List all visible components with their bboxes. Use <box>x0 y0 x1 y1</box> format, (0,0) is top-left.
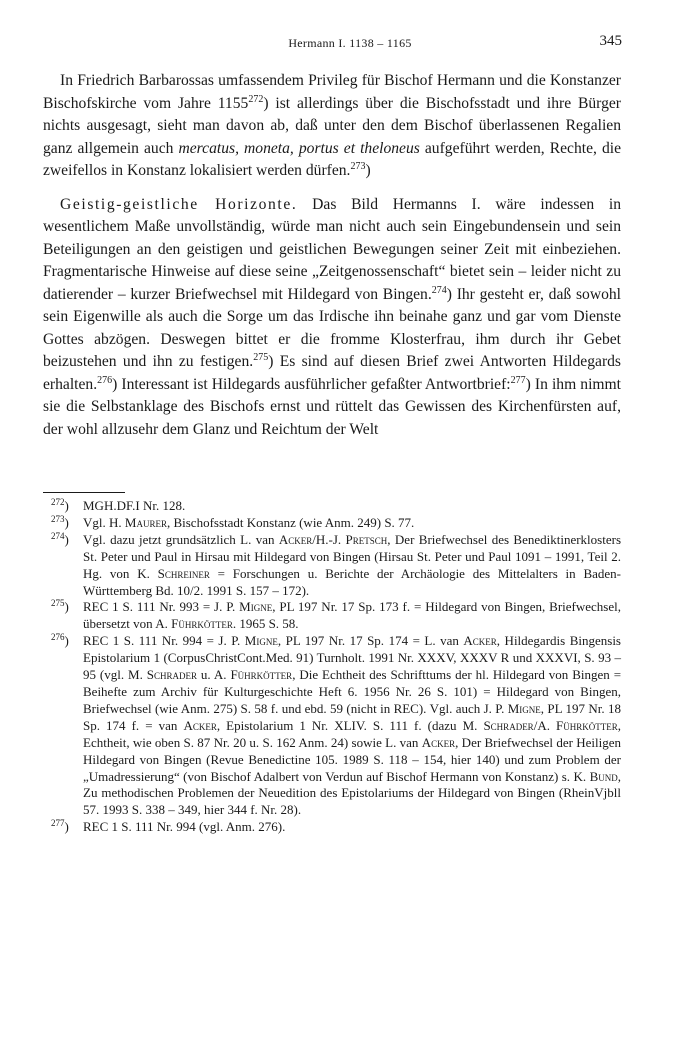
footnotes <box>43 498 621 836</box>
footnote-number: $^{276}$) <box>51 632 69 649</box>
text-run: ) Es sind auf diesen Brief zwei Antworten Hildegards erhalten. <box>43 353 621 393</box>
text-run: , Zu methodischen Problemen der Neuedition des Epistolariums der Hildegard von Bingen (RheinVjbll 57. 1993 S. 338 – 349, hier 344 f. Nr. 28). <box>83 768 621 818</box>
footnote-ref[interactable]: 273 <box>350 161 366 172</box>
text-run: = Forschungen u. Berichte der Archäologie des Mittelalters in Baden-Württemberg Bd. 10/2. 1991 S. 157 – 172). <box>83 565 621 598</box>
footnote-ref[interactable]: 274 <box>431 284 447 296</box>
text-run: ) Ihr gesteht er, daß sowohl sein Eigenwille als auch die Sorge um das Irdische ihn beinahe ganz und gar vom Dienste Gottes abzögen. Deswegen bittet er die fromme Klosterfrau, ihm durch ihr Gebet beizustehen und ihn zu festigen. <box>43 285 622 370</box>
section-heading: Geistig-geistliche Horizonte. <box>60 195 298 213</box>
text-run: , PL 197 Nr. 17 Sp. 174 = L. van <box>277 633 464 649</box>
text-run: , PL 197 Nr. 17 Sp. 173 f. = Hildegard von Bingen, Briefwechsel, übersetzt von A. <box>83 599 621 632</box>
text-run: , Hildegardis Bingensis Epistolarium 1 (CorpusChristCont.Med. 91) Turnholt. 1991 Nr. XXXV, XXXV R und XXXVI, S. 93 – 95 (vgl. M. <box>83 633 621 683</box>
text-run: ) ist allerdings über die Bischofsstadt und ihre Bürger nichts ausgesagt, sieht man davon ab, daß unter den dem Bischof überlassenen Regalien ganz allgemein auch <box>43 94 621 157</box>
footnote-number-value: 274 <box>51 530 65 541</box>
author-name: Schreiner <box>157 565 210 581</box>
text-run: , Der Briefwechsel der Heiligen Hildegard von Bingen (Revue Benedictine 105. 1989 S. 118 – 154, hier 140) und zum Problem der „Umadressierung“ (von Bischof Adalbert von Verdun auf Bischof Hermann von Konstanz) s. K. <box>83 734 622 784</box>
paragraph <box>43 194 621 442</box>
text-run: . 1965 S. 58. <box>232 616 299 632</box>
footnote <box>43 633 621 819</box>
author-name: Migne <box>239 599 273 615</box>
text-run: , Echtheit, wie oben S. 87 Nr. 20 u. S. 162 Anm. 24) sowie L. van <box>83 717 621 750</box>
author-name: Führkötter <box>171 616 233 632</box>
author-name: Bund <box>589 768 618 784</box>
author-name: Acker <box>421 734 456 750</box>
author-name: Migne <box>507 700 541 716</box>
text-run: , Epistolarium 1 Nr. XLIV. S. 111 f. (dazu M. <box>216 717 484 733</box>
footnote-number-value: 277 <box>51 818 65 829</box>
footnote-number: $^{272}$) <box>51 497 69 513</box>
footnote-number-value: 273 <box>51 513 65 524</box>
text-run: REC 1 S. 111 Nr. 993 = J. P. <box>83 599 240 615</box>
footnote <box>43 532 621 600</box>
text-run: /H.-J. <box>312 531 346 547</box>
footnote-number-value: 272 <box>51 497 65 507</box>
author-name: Pretsch <box>345 531 388 547</box>
footnote-number: $^{273}$) <box>51 513 69 530</box>
author-name: Schrader <box>483 717 534 733</box>
author-name: Maurer <box>124 514 167 530</box>
footnote-number-value: 276 <box>51 632 65 643</box>
running-head-title: Hermann I. 1138 – 1165 <box>288 36 412 50</box>
latin-terms: mercatus, moneta, portus et theloneus <box>178 139 420 157</box>
footnote-ref[interactable]: 276 <box>97 374 113 386</box>
text-run: REC 1 S. 111 Nr. 994 (vgl. Anm. 276). <box>83 819 286 835</box>
text-run: aufgeführt werden, Rechte, die zweifellos in Konstanz lokalisiert werden dürfen. <box>43 139 621 179</box>
text-run: Das Bild Hermanns I. wäre indessen in wesentlichem Maße unvollständig, würde man nicht auch sein Eingebundensein und sein Beteiligungen an den geistigen und geistlichen Bewegungen seiner Zeit mit einbeziehen. Fragmentarische Hinweise auf diese seine „Zeitgenossenschaft“ bietet sein – leider nicht zu datierender – kurzer Briefwechsel mit Hildegard von Bingen. <box>43 195 621 303</box>
text-run: MGH.DF.I Nr. 128. <box>83 498 186 513</box>
text-run: , Die Echtheit des Schrifttums der hl. Hildegard von Bingen = Beihefte zum Archiv für Kulturgeschichte Heft 6. 1956 Nr. 26 S. 101) = Hildegard von Bingen, Briefwechsel (wie Anm. 275) S. 58 f. und ebd. 59 (nicht in REC). Vgl. auch J. P. <box>83 667 622 716</box>
author-name: Führkötter <box>556 717 618 733</box>
author-name: Führkötter <box>230 667 293 683</box>
running-head <box>0 33 700 56</box>
text-run: ) In ihm nimmt sie die Selbstanklage des Bischofs ernst und rüttelt das Gewissen des Kirchenfürsten auf, der wohl allzusehr dem Glanz und Reichtum der Welt <box>43 375 621 438</box>
footnote-number: $^{277}$) <box>51 818 69 835</box>
footnote-number-value: 275 <box>51 598 65 609</box>
footnote-ref[interactable]: 275 <box>253 352 269 363</box>
footnote <box>43 819 621 836</box>
footnote-ref[interactable]: 272 <box>248 93 264 105</box>
text-run: Vgl. H. <box>83 514 125 530</box>
footnote-number: $^{274}$) <box>51 530 69 547</box>
text-run: REC 1 S. 111 Nr. 994 = J. P. <box>83 633 245 649</box>
text-run: , PL 197 Nr. 18 Sp. 174 f. = van <box>83 700 621 733</box>
author-name: Acker <box>183 717 217 733</box>
main-text <box>43 70 621 441</box>
text-run: , Bischofsstadt Konstanz (wie Anm. 249) S. 77. <box>166 514 415 530</box>
author-name: Acker <box>463 633 497 649</box>
text-run: ) <box>365 162 371 179</box>
text-run: u. A. <box>197 667 231 683</box>
text-run: , Der Briefwechsel des Benediktinerklosters St. Peter und Paul in Hirsau mit Hildegard von Bingen (Hirsau St. Peter und Paul 1091 – 1991, Teil 2. Hg. von K. <box>83 531 622 581</box>
footnote-ref[interactable]: 277 <box>510 374 526 386</box>
footnote <box>43 498 621 515</box>
footnote <box>43 599 621 633</box>
author-name: Acker <box>278 531 313 547</box>
page-number: 345 <box>599 33 622 49</box>
text-run: In Friedrich Barbarossas umfassendem Privileg für Bischof Hermann und die Konstanzer Bischofskirche vom Jahre 1155 <box>43 72 621 112</box>
footnote-number: $^{275}$) <box>51 598 69 615</box>
footnote-divider <box>43 492 125 493</box>
text-run: ) Interessant ist Hildegards ausführlicher gefaßter Antwortbrief: <box>112 375 511 393</box>
text-run: /A. <box>533 717 557 733</box>
paragraph <box>43 70 621 183</box>
author-name: Migne <box>244 633 278 649</box>
text-run: Vgl. dazu jetzt grundsätzlich L. van <box>83 531 279 547</box>
author-name: Schrader <box>146 667 198 683</box>
footnote <box>43 515 621 532</box>
